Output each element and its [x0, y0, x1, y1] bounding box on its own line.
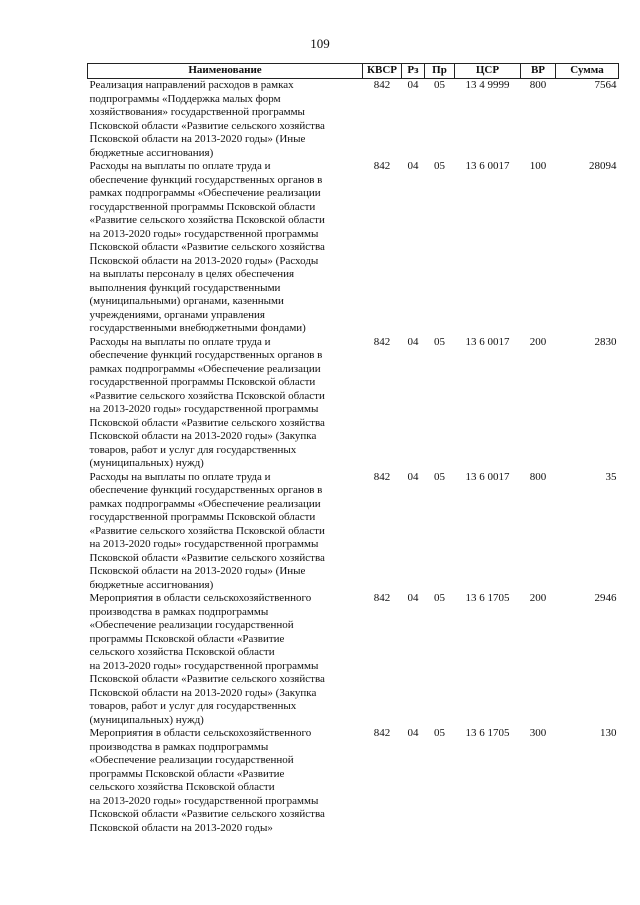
row-name: Мероприятия в области сельскохозяйственного производства в рамках подпрограммы «Обеспечение реализации государственной программы Псковской области «Развитие сельского хозяйства Псковской области на 2013-2020 годы» государственной программы Псковской области «Развитие сельского хозяйства Псковской области на 2013-2020 годы» (Закупка товаров, работ и услуг для государственных (муниципальных) нужд)	[89, 592, 325, 726]
table-row	[88, 160, 619, 336]
row-sum: 28094	[589, 160, 617, 172]
row-rz: 04	[407, 79, 419, 91]
row-csr: 13 4 9999	[465, 79, 510, 91]
row-sum: 130	[600, 727, 617, 739]
row-name: Расходы на выплаты по оплате труда и обеспечение функций государственных органов в рамках подпрограммы «Обеспечение реализации государственной программы Псковской области «Развитие сельского хозяйства Псковской области на 2013-2020 годы» государственной программы Псковской области «Развитие сельского хозяйства Псковской области на 2013-2020 годы» (Иные бюджетные ассигнования)	[89, 470, 325, 591]
budget-table	[87, 63, 619, 835]
page-number: 109	[310, 36, 330, 51]
row-vr: 300	[529, 727, 547, 739]
row-pr: 05	[434, 727, 445, 739]
row-vr: 200	[529, 335, 547, 348]
row-kvsr: 842	[373, 160, 391, 172]
row-rz: 04	[407, 592, 419, 604]
table-header-row	[88, 64, 619, 79]
row-vr: 100	[529, 160, 547, 172]
row-pr: 05	[434, 335, 445, 348]
row-pr: 05	[434, 160, 445, 172]
row-kvsr: 842	[373, 335, 391, 348]
row-name: Реализация направлений расходов в рамках подпрограммы «Поддержка малых форм хозяйствования» государственной программы Псковской области «Развитие сельского хозяйства Псковской области на 2013-2020 годы» (Иные бюджетные ассигнования)	[89, 79, 325, 159]
row-sum: 7564	[594, 79, 617, 91]
row-kvsr: 842	[373, 592, 391, 604]
row-rz: 04	[407, 160, 419, 172]
row-csr: 13 6 1705	[465, 592, 510, 604]
row-vr: 800	[529, 79, 547, 91]
header-name: Наименование	[88, 64, 363, 79]
row-vr: 200	[529, 592, 547, 604]
row-kvsr: 842	[373, 79, 391, 91]
row-csr: 13 6 0017	[465, 335, 510, 348]
row-pr: 05	[434, 470, 445, 483]
header-kvsr: КВСР	[363, 64, 402, 79]
table-row	[88, 79, 619, 161]
table-row	[88, 471, 619, 593]
header-sum: Сумма	[556, 64, 619, 79]
row-name: Мероприятия в области сельскохозяйственного производства в рамках подпрограммы «Обеспечение реализации государственной программы Псковской области «Развитие сельского хозяйства Псковской области на 2013-2020 годы» государственной программы Псковской области «Развитие сельского хозяйства Псковской области на 2013-2020 годы»	[89, 727, 325, 834]
row-kvsr: 842	[373, 470, 391, 483]
row-rz: 04	[407, 470, 419, 483]
row-name: Расходы на выплаты по оплате труда и обеспечение функций государственных органов в рамках подпрограммы «Обеспечение реализации государственной программы Псковской области «Развитие сельского хозяйства Псковской области на 2013-2020 годы» государственной программы Псковской области «Развитие сельского хозяйства Псковской области на 2013-2020 годы» (Расходы на выплаты персоналу в целях обеспечения выполнения функций государственными (муниципальными) органами, казенными учреждениями, органами управления государственными внебюджетными фондами)	[89, 160, 325, 334]
header-vr: ВР	[521, 64, 556, 79]
table-row	[88, 727, 619, 835]
header-csr: ЦСР	[455, 64, 521, 79]
row-csr: 13 6 1705	[465, 727, 510, 739]
header-pr: Пр	[425, 64, 455, 79]
row-sum: 35	[605, 470, 617, 483]
row-pr: 05	[434, 79, 445, 91]
row-sum: 2830	[594, 335, 617, 348]
row-pr: 05	[434, 592, 445, 604]
row-sum: 2946	[594, 592, 617, 604]
row-rz: 04	[407, 727, 419, 739]
row-vr: 800	[529, 470, 547, 483]
row-rz: 04	[407, 335, 419, 348]
row-csr: 13 6 0017	[465, 470, 510, 483]
row-kvsr: 842	[373, 727, 391, 739]
table-row	[88, 336, 619, 471]
row-csr: 13 6 0017	[465, 160, 510, 172]
row-name: Расходы на выплаты по оплате труда и обеспечение функций государственных органов в рамках подпрограммы «Обеспечение реализации государственной программы Псковской области «Развитие сельского хозяйства Псковской области на 2013-2020 годы» государственной программы Псковской области «Развитие сельского хозяйства Псковской области на 2013-2020 годы» (Закупка товаров, работ и услуг для государственных (муниципальных) нужд)	[89, 335, 325, 469]
table-row	[88, 592, 619, 727]
header-rz: Рз	[402, 64, 425, 79]
